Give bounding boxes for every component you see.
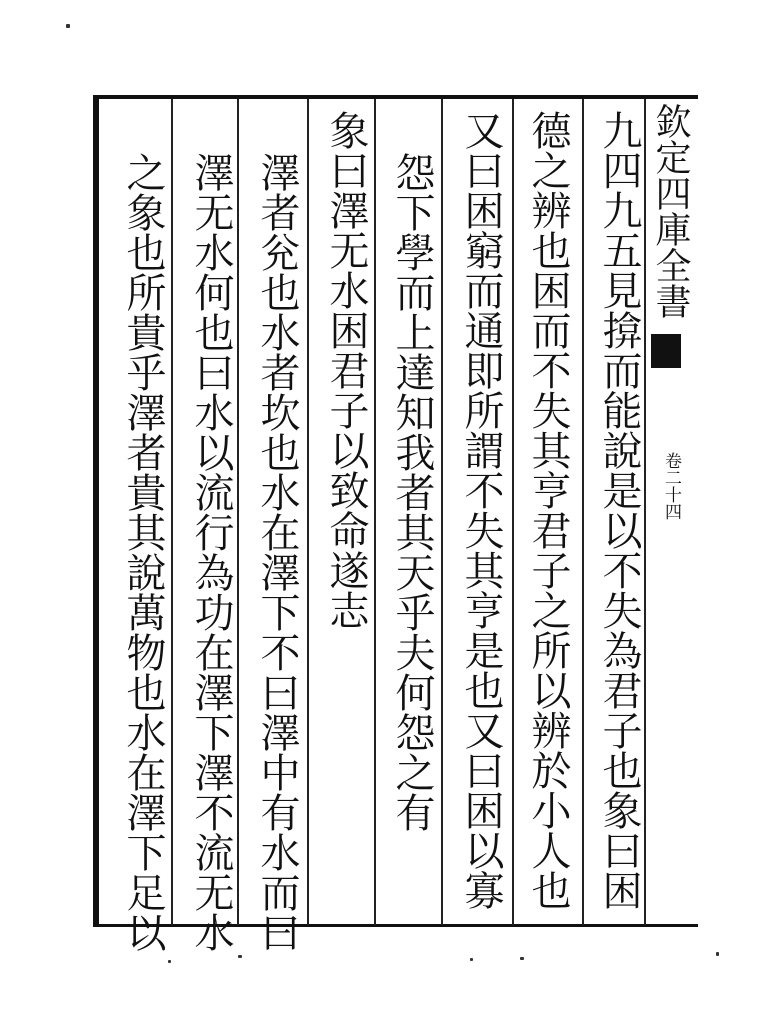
book-title: 欽定四庫全書 (650, 103, 691, 319)
column-rule (237, 99, 239, 925)
text-column-1: 九四九五見揜而能說是以不失為君子也象曰困 (596, 110, 642, 910)
text-column-6: 澤者兊也水者坎也水在澤下不曰澤中有水而曰 (254, 152, 300, 952)
juan-number: 卷二十四 (661, 452, 681, 520)
column-rule (374, 99, 376, 925)
column-rule (441, 99, 443, 925)
scan-speck (238, 955, 242, 958)
text-column-8: 之象也所貴乎澤者貴其說萬物也水在澤下足以 (120, 152, 166, 952)
scan-speck (520, 957, 524, 960)
column-rule (171, 99, 173, 925)
scan-speck (168, 960, 171, 963)
scan-speck (66, 24, 70, 28)
column-rule (512, 99, 514, 925)
text-column-7: 澤无水何也曰水以流行為功在澤下澤不流无水 (188, 152, 234, 952)
column-rule (582, 99, 584, 925)
text-column-5: 象曰澤无水困君子以致命遂志 (323, 110, 369, 630)
scan-speck (470, 958, 473, 961)
text-column-4: 怨下學而上達知我者其天乎夫何怨之有 (389, 152, 435, 832)
column-rule (307, 99, 309, 925)
fish-tail-mark (651, 334, 681, 368)
text-column-3: 又曰困窮而通即所謂不失其亨是也又曰困以寡 (458, 110, 504, 910)
text-column-2: 德之辨也困而不失其亨君子之所以辨於小人也 (525, 110, 571, 910)
scan-speck (716, 952, 719, 956)
